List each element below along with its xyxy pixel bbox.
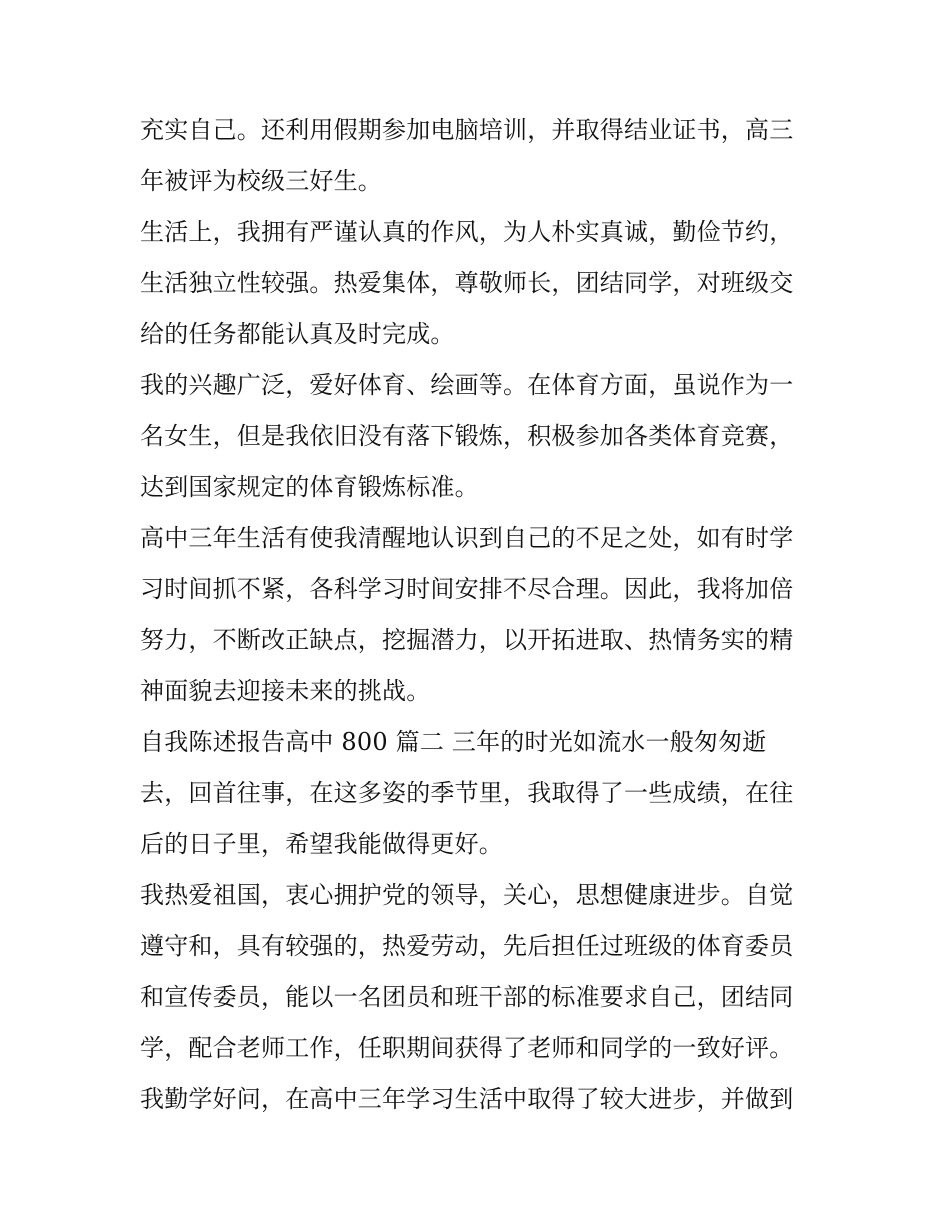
text-line: 高中三年生活有使我清醒地认识到自己的不足之处，如有时学 [140,524,794,552]
text-line: 后的日子里，希望我能做得更好。 [140,830,503,858]
text-line: 生活上，我拥有严谨认真的作风，为人朴实真诚，勤俭节约， [140,218,794,246]
document-body-text [140,105,820,1125]
text-line: 给的任务都能认真及时完成。 [140,320,455,348]
text-line: 习时间抓不紧，各科学习时间安排不尽合理。因此，我将加倍 [140,575,794,603]
text-line: 我的兴趣广泛，爱好体育、绘画等。在体育方面，虽说作为一 [140,371,794,399]
text-line: 自我陈述报告高中 800 篇二 三年的时光如流水一般匆匆逝 [140,728,767,756]
text-line: 神面貌去迎接未来的挑战。 [140,677,431,705]
text-line: 名女生，但是我依旧没有落下锻炼，积极参加各类体育竞赛， [140,422,794,450]
text-line: 我热爱祖国，衷心拥护党的领导，关心，思想健康进步。自觉 [140,881,794,909]
text-line: 达到国家规定的体育锻炼标准。 [140,473,479,501]
text-line: 年被评为校级三好生。 [140,167,382,195]
text-line: 我勤学好问，在高中三年学习生活中取得了较大进步，并做到 [140,1085,794,1113]
text-line: 学，配合老师工作，任职期间获得了老师和同学的一致好评。 [140,1034,794,1062]
text-line: 努力，不断改正缺点，挖掘潜力，以开拓进取、热情务实的精 [140,626,794,654]
text-line: 充实自己。还利用假期参加电脑培训，并取得结业证书，高三 [140,116,794,144]
text-line: 去，回首往事，在这多姿的季节里，我取得了一些成绩，在往 [140,779,794,807]
text-line: 遵守和，具有较强的，热爱劳动，先后担任过班级的体育委员 [140,932,794,960]
text-line: 生活独立性较强。热爱集体，尊敬师长，团结同学，对班级交 [140,269,794,297]
text-line: 和宣传委员，能以一名团员和班干部的标准要求自己，团结同 [140,983,794,1011]
